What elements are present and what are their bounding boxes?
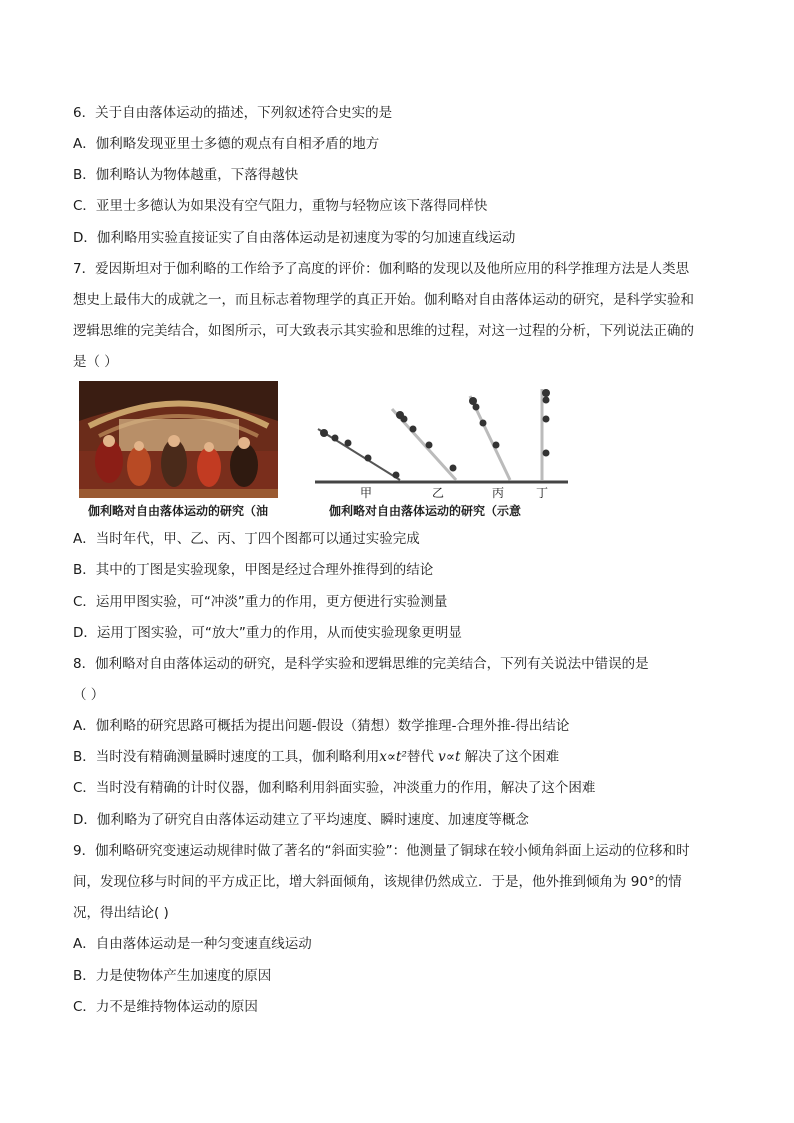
q7-stem-line4: 是（ ） — [73, 354, 118, 370]
incline-jia — [318, 429, 400, 480]
ball-jia-5 — [393, 472, 400, 479]
ball-ding-1 — [542, 389, 550, 397]
q8-b-v: v — [438, 749, 446, 765]
q8-b-post: 解决了这个困难 — [464, 749, 560, 765]
q7-option-a: A．当时年代，甲、乙、丙、丁四个图都可以通过实验完成 — [73, 531, 420, 547]
incline-diagram — [310, 381, 580, 501]
q6-option-d: D．伽利略用实验直接证实了自由落体运动是初速度为零的匀加速直线运动 — [73, 230, 516, 246]
q8-option-b — [73, 748, 559, 766]
ball-jia-4 — [365, 455, 372, 462]
q9-option-b: B．力是使物体产生加速度的原因 — [73, 968, 272, 984]
ball-ding-3 — [543, 416, 550, 423]
ball-jia-1 — [320, 429, 328, 437]
q7-option-d: D．运用丁图实验，可“放大”重力的作用，从而使实验现象更明显 — [73, 625, 462, 641]
q7-option-c: C．运用甲图实验，可“冲淡”重力的作用，更方便进行实验测量 — [73, 594, 448, 610]
caption-diagram: 伽利略对自由落体运动的研究（示意 — [329, 504, 522, 518]
q7-stem-line1: 7．爱因斯坦对于伽利略的工作给予了高度的评价：伽利略的发现以及他所应用的科学推理方法是人类思 — [73, 261, 690, 277]
q8-stem-line2: （ ） — [73, 687, 105, 703]
galileo-painting-image — [79, 381, 278, 498]
ball-yi-4 — [426, 442, 433, 449]
q6-stem: 6．关于自由落体运动的描述，下列叙述符合史实的是 — [73, 105, 393, 121]
ball-bing-2 — [473, 404, 480, 411]
ball-ding-4 — [543, 450, 550, 457]
painting-illustration — [79, 381, 278, 498]
q8-option-c: C．当时没有精确的计时仪器，伽利略利用斜面实验，冲淡重力的作用，解决了这个困难 — [73, 780, 596, 796]
q8-option-a: A．伽利略的研究思路可概括为提出问题-假设（猜想）数学推理-合理外推-得出结论 — [73, 718, 570, 734]
ball-ding-2 — [543, 397, 550, 404]
ball-yi-3 — [410, 426, 417, 433]
q9-stem-line3: 况，得出结论( ) — [73, 905, 169, 921]
incline-diagram-svg — [310, 381, 580, 501]
q9-option-a: A．自由落体运动是一种匀变速直线运动 — [73, 936, 312, 952]
ball-jia-2 — [332, 435, 339, 442]
ball-jia-3 — [345, 440, 352, 447]
label-bing: 丙 — [492, 486, 505, 500]
label-yi: 乙 — [432, 486, 445, 500]
caption-painting: 伽利略对自由落体运动的研究（油 — [88, 504, 269, 518]
q9-stem-line1: 9．伽利略研究变速运动规律时做了著名的“斜面实验”：他测量了铜球在较小倾角斜面上运动的位移和时 — [73, 843, 690, 859]
ball-yi-2 — [401, 416, 408, 423]
q8-option-d: D．伽利略为了研究自由落体运动建立了平均速度、瞬时速度、加速度等概念 — [73, 812, 529, 828]
q7-stem-line2: 想史上最伟大的成就之一，而且标志着物理学的真正开始。伽利略对自由落体运动的研究，是科学实验和 — [73, 292, 694, 308]
q6-option-b: B．伽利略认为物体越重，下落得越快 — [73, 167, 299, 183]
q8-b-pre: B．当时没有精确测量瞬时速度的工具，伽利略利用 — [73, 749, 380, 765]
q7-option-b: B．其中的丁图是实验现象，甲图是经过合理外推得到的结论 — [73, 562, 434, 578]
q8-stem-line1: 8．伽利略对自由落体运动的研究，是科学实验和逻辑思维的完美结合，下列有关说法中错误的是 — [73, 656, 649, 672]
q8-b-t: ∝t — [445, 749, 461, 765]
q6-option-a: A．伽利略发现亚里士多德的观点有自相矛盾的地方 — [73, 136, 380, 152]
q6-option-c: C．亚里士多德认为如果没有空气阻力，重物与轻物应该下落得同样快 — [73, 198, 488, 214]
ball-bing-3 — [480, 420, 487, 427]
q7-stem-line3: 逻辑思维的完美结合，如图所示，可大致表示其实验和思维的过程，对这一过程的分析，下列说法正确的 — [73, 323, 694, 339]
label-jia: 甲 — [360, 486, 373, 500]
q9-stem-line2: 间，发现位移与时间的平方成正比，增大斜面倾角，该规律仍然成立．于是，他外推到倾角为 90°的情 — [73, 874, 682, 890]
q8-b-mid: 替代 — [406, 749, 434, 765]
ball-yi-5 — [450, 465, 457, 472]
q9-option-c: C．力不是维持物体运动的原因 — [73, 999, 258, 1015]
q8-b-x: x — [379, 749, 387, 765]
q8-b-t2: ∝t² — [386, 749, 407, 765]
label-ding: 丁 — [536, 486, 549, 500]
ball-bing-4 — [493, 442, 500, 449]
